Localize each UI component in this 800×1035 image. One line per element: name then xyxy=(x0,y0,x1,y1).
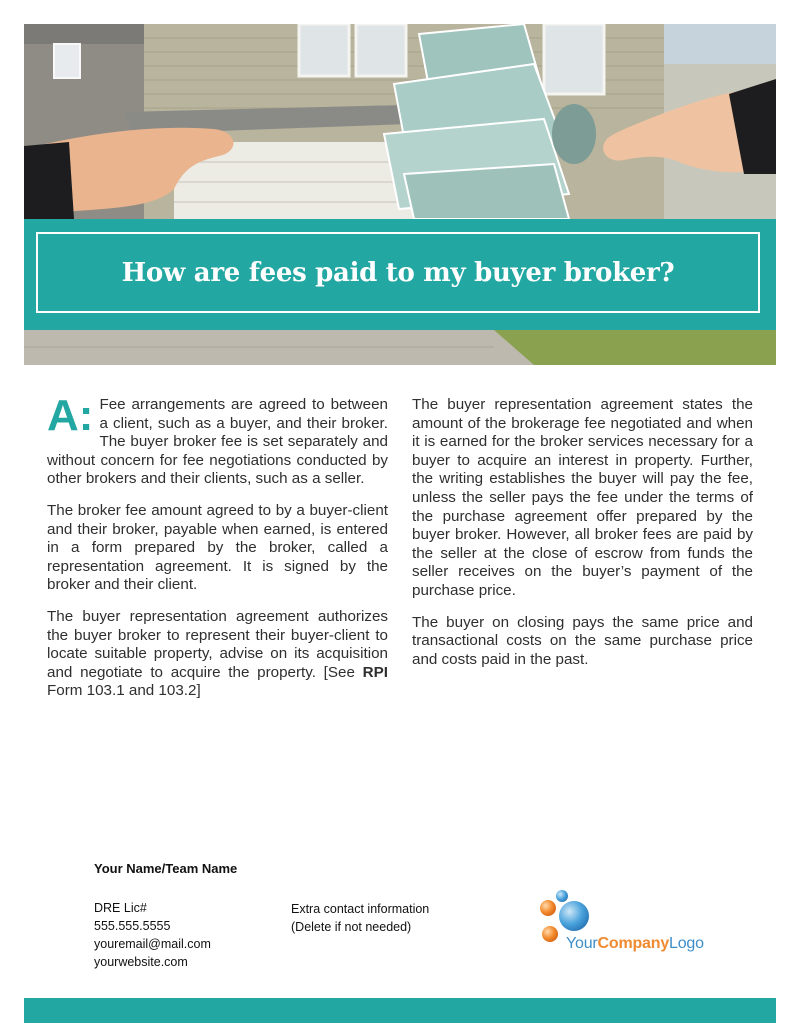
paragraph-5: The buyer on closing pays the same price and transactional costs on the same purchase price and costs paid in the past. xyxy=(412,613,753,668)
logo-word-your: Your xyxy=(566,935,598,952)
paragraph-3 xyxy=(47,608,388,701)
rpi-label: RPI xyxy=(362,663,388,681)
paragraph-1-text: Fee arrangements are agreed to between a client, such as a buyer, and their broker. The buyer broker fee is set separately and without concern for fee negotiations conducted by other brokers and their clients, such as a seller. xyxy=(47,396,388,488)
paragraph-2: The broker fee amount agreed to by a buyer-client and their broker, payable when earned, is entered in a form prepared by the broker, called a representation agreement. It is signed by the broker and their client. xyxy=(47,501,388,594)
logo-word-logo: Logo xyxy=(669,935,704,952)
paragraph-3-text-a: The buyer representation agreement authorizes the buyer broker to represent their buyer-client to locate suitable property, advise on its acquisition and negotiate to acquire the property. [See xyxy=(47,607,388,681)
paragraph-3-text-b: Form 103.1 and 103.2] xyxy=(47,682,201,700)
dre-license: DRE Lic# xyxy=(94,901,147,915)
title-banner xyxy=(24,219,776,330)
extra-contact-line-2: (Delete if not needed) xyxy=(291,920,412,934)
extra-contact-block xyxy=(291,900,429,936)
website: yourwebsite.com xyxy=(94,955,188,969)
page-title: How are fees paid to my buyer broker? xyxy=(121,257,675,288)
paragraph-1 xyxy=(47,391,388,489)
company-logo-text xyxy=(566,935,704,953)
extra-contact-line-1: Extra contact information xyxy=(291,902,430,916)
phone-number: 555.555.5555 xyxy=(94,919,171,933)
article-left-column xyxy=(47,391,388,714)
agent-name: Your Name/Team Name xyxy=(94,861,238,876)
contact-block xyxy=(94,899,211,971)
footer-bar xyxy=(24,998,776,1023)
title-frame xyxy=(36,232,760,313)
hero-image xyxy=(24,24,776,365)
dropcap: A: xyxy=(47,391,94,440)
article-right-column xyxy=(412,396,753,682)
email-address: youremail@mail.com xyxy=(94,937,211,951)
paragraph-4: The buyer representation agreement states the amount of the brokerage fee negotiated and when it is earned for the broker services necessary for a buyer to acquire an interest in property. Further, the writing establishes the buyer will pay the fee, unless the seller pays the fee under the terms of the purchase agreement offer prepared by the buyer broker. However, all broker fees are paid by the seller at the close of escrow from funds the seller receives on the buyer’s payment of the purchase price. xyxy=(412,396,753,599)
logo-word-company: Company xyxy=(597,935,670,952)
